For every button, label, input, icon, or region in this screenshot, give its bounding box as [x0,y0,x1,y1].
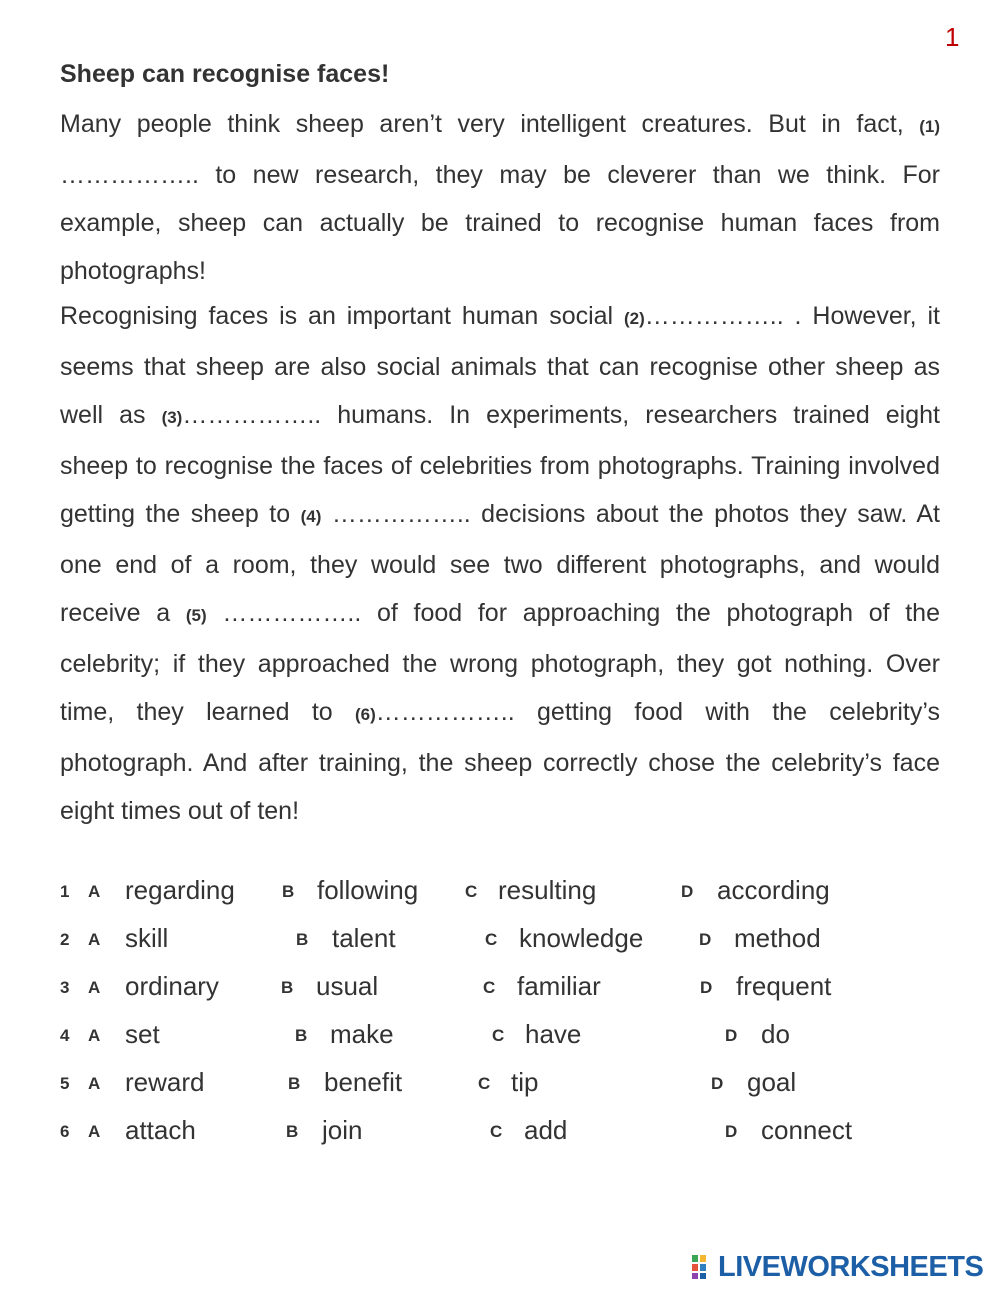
option-letter: A [88,1026,101,1045]
liveworksheets-logo[interactable] [692,1252,983,1282]
paragraph-text: …………….. to new research, they may be cleverer than we think. For example, sheep can actually be trained to recognise human faces from photographs! [60,161,940,285]
brand-text: LIVEWORKSHEETS [718,1250,984,1283]
paragraph-text: …………….. getting food with the celebrity’s photograph. And after training, the sheep correctly chose the celebrity’s face eight times out of ten! [60,698,940,825]
option-letter: C [483,978,496,997]
question-number: 2 [60,930,70,949]
question-number: 5 [60,1074,70,1093]
option-text[interactable]: set [125,1019,160,1049]
option-text[interactable]: knowledge [519,923,644,953]
option-letter: D [711,1074,724,1093]
answer-options [60,868,960,1156]
option-text[interactable]: resulting [498,875,597,905]
question-row-2 [60,916,960,964]
paragraph-text: …………….. . However, it seems that sheep are also social animals that can recognise other sheep as well as [60,302,940,429]
gap-number-1[interactable]: (1) [919,117,940,136]
option-letter: B [296,930,309,949]
option-text[interactable]: do [761,1019,790,1049]
paragraph-text: …………….. humans. In experiments, researchers trained eight sheep to recognise the faces of celebrities from photographs. Training involved getting the sheep to [60,401,940,528]
paragraph-text: …………….. decisions about the photos they saw. At one end of a room, they would see two different photographs, and would receive a [60,500,941,627]
option-text[interactable]: have [525,1019,582,1049]
option-letter: D [700,978,713,997]
gap-number-5[interactable]: (5) [185,606,207,625]
option-letter: A [88,978,101,997]
option-text[interactable]: ordinary [125,971,219,1001]
option-letter: A [88,1074,101,1093]
question-row-5 [60,1060,960,1108]
gap-number-2[interactable]: (2) [624,309,645,328]
gap-number-4[interactable]: (4) [300,507,322,526]
paragraph-1 [60,100,940,295]
question-number: 4 [60,1026,70,1045]
question-number: 1 [60,882,70,901]
question-number: 3 [60,978,70,997]
option-letter: D [725,1026,738,1045]
option-text[interactable]: make [330,1019,394,1049]
option-text[interactable]: frequent [736,971,832,1001]
option-letter: C [492,1026,505,1045]
option-text[interactable]: goal [747,1067,797,1097]
option-text[interactable]: attach [125,1115,196,1145]
paragraph-text: Many people think sheep aren’t very intelligent creatures. But in fact, [60,110,920,138]
gap-number-6[interactable]: (6) [355,705,376,724]
option-letter: D [681,882,694,901]
liveworksheets-icon [692,1255,714,1279]
question-row-6 [60,1108,960,1156]
option-letter: B [286,1122,299,1141]
option-text[interactable]: tip [511,1067,539,1097]
paragraph-text: Recognising faces is an important human social [60,302,624,330]
worksheet-title: Sheep can recognise faces! [60,60,390,88]
option-text[interactable]: add [524,1115,568,1145]
gap-number-3[interactable]: (3) [161,408,183,427]
option-letter: A [88,930,101,949]
option-letter: B [295,1026,308,1045]
option-text[interactable]: benefit [324,1067,403,1097]
option-letter: C [478,1074,491,1093]
option-letter: C [485,930,498,949]
paragraph-text: …………….. of food for approaching the photograph of the celebrity; if they approached the wrong photograph, they got nothing. Over time, they learned to [60,599,940,726]
option-text[interactable]: regarding [125,875,235,905]
paragraph-2 [60,292,940,835]
option-text[interactable]: join [322,1115,363,1145]
option-letter: B [281,978,294,997]
option-letter: C [490,1122,503,1141]
option-text[interactable]: reward [125,1067,205,1097]
option-letter: D [699,930,712,949]
option-letter: A [88,1122,101,1141]
option-letter: C [465,882,478,901]
question-row-4 [60,1012,960,1060]
option-letter: D [725,1122,738,1141]
option-letter: B [282,882,295,901]
page-number: 1 [945,22,960,52]
question-row-3 [60,964,960,1012]
option-text[interactable]: usual [316,971,379,1001]
option-text[interactable]: according [717,875,830,905]
option-text[interactable]: talent [332,923,396,953]
option-letter: A [88,882,101,901]
option-letter: B [288,1074,301,1093]
option-text[interactable]: following [317,875,419,905]
option-text[interactable]: method [734,923,821,953]
option-text[interactable]: connect [761,1115,853,1145]
question-row-1 [60,868,960,916]
question-number: 6 [60,1122,70,1141]
option-text[interactable]: familiar [517,971,601,1001]
option-text[interactable]: skill [125,923,169,953]
